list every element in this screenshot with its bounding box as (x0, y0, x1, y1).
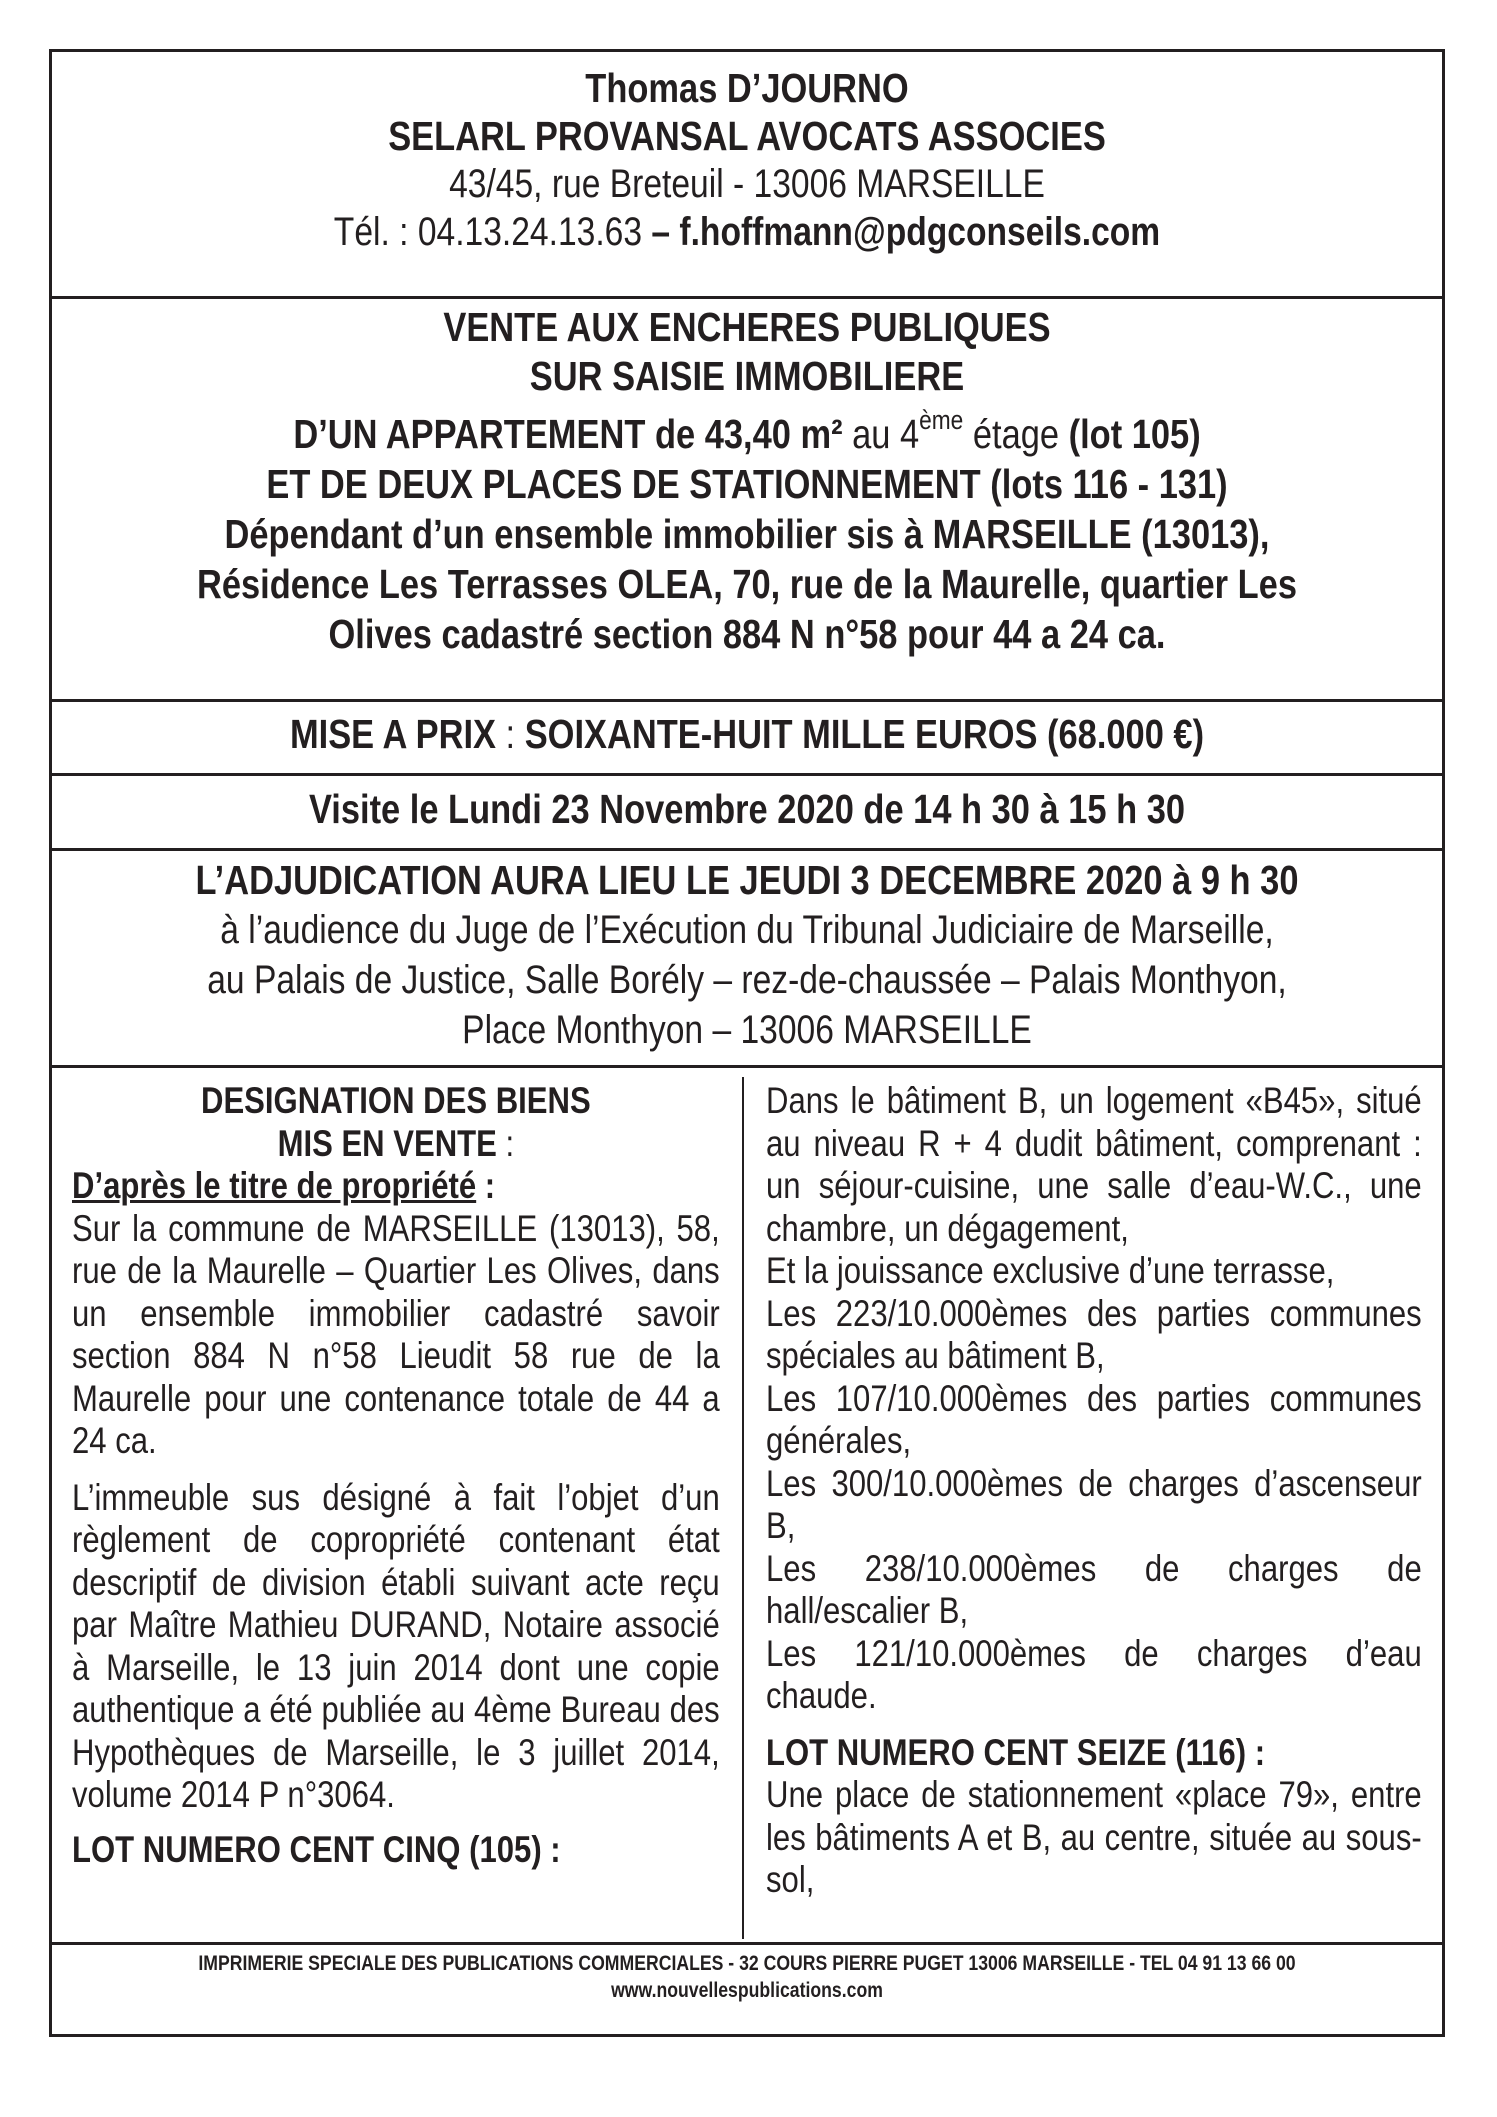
list-item: Les 107/10.000èmes des parties communes générales, (766, 1377, 1422, 1461)
printer-website[interactable]: www.nouvellespublications.com (611, 1979, 883, 2002)
law-firm: SELARL PROVANSAL AVOCATS ASSOCIES (388, 113, 1106, 159)
property-line-1 (163, 405, 1331, 459)
column-separator (742, 1077, 744, 1939)
lot-116-heading: LOT NUMERO CENT SEIZE (116) : (766, 1731, 1266, 1773)
sale-description (163, 303, 1331, 659)
title-deed-subheading (72, 1165, 720, 1208)
floor-suffix: ème (919, 405, 964, 436)
floor-word: étage (963, 411, 1060, 457)
list-item: Les 121/10.000èmes de charges d’eau chaude. (766, 1632, 1422, 1716)
divider (52, 773, 1442, 776)
property-line-4: Résidence Les Terrasses OLEA, 70, rue de la Maurelle, quartier Les (196, 561, 1298, 607)
divider (52, 1065, 1442, 1068)
property-line-3: Dépendant d’un ensemble immobilier sis à MARSEILLE (13013), (224, 511, 1270, 557)
sale-title-1: VENTE AUX ENCHERES PUBLIQUES (443, 304, 1051, 350)
divider (52, 1942, 1442, 1945)
visit-info: Visite le Lundi 23 Novembre 2020 de 14 h 30 à 15 h 30 (308, 786, 1186, 832)
adjudication-line-3: Place Monthyon – 13006 MARSEILLE (462, 1008, 1032, 1052)
divider (52, 848, 1442, 851)
price-label: MISE A PRIX (289, 711, 496, 757)
title-deed-colon: : (476, 1165, 496, 1206)
printer-footer (52, 1950, 1442, 2004)
property-line-5: Olives cadastré section 884 N n°58 pour 44 a 24 ca. (328, 611, 1166, 657)
designation-heading-2-text: MIS EN VENTE (277, 1122, 497, 1164)
designation-paragraph-1: Sur la commune de MARSEILLE (13013), 58, rue de la Maurelle – Quartier Les Olives, dans un ensemble immobilier cadastré savoir section 884 N n°58 Lieudit 58 rue de la Maurelle pour une contenance totale de 44 a 24 ca. (72, 1207, 720, 1461)
title-deed-text: D’après le titre de propriété (72, 1165, 477, 1206)
starting-price (163, 706, 1331, 762)
property-line-2: ET DE DEUX PLACES DE STATIONNEMENT (lots 116 - 131) (266, 461, 1228, 507)
adjudication-info (163, 855, 1331, 1055)
price-value: SOIXANTE-HUIT MILLE EUROS (68.000 €) (524, 711, 1205, 757)
floor-text: au 4 (842, 411, 920, 457)
left-column (72, 1080, 720, 1871)
list-item: Les 223/10.000èmes des parties communes spéciales au bâtiment B, (766, 1292, 1422, 1376)
lot-105-description: Dans le bâtiment B, un logement «B45», situé au niveau R + 4 dudit bâtiment, comprenant : un séjour-cuisine, une salle d’eau-W.C., une chambre, un dégagement, (766, 1080, 1422, 1249)
notice-frame (49, 49, 1445, 2037)
designation-heading-2 (72, 1123, 720, 1166)
phone: Tél. : 04.13.24.13.63 (333, 210, 643, 254)
designation-heading-1: DESIGNATION DES BIENS (201, 1080, 591, 1121)
list-item: Les 300/10.000èmes de charges d’ascenseur B, (766, 1462, 1422, 1546)
divider (52, 699, 1442, 702)
list-item: Et la jouissance exclusive d’une terrasse, (766, 1250, 1335, 1291)
adjudication-heading: L’ADJUDICATION AURA LIEU LE JEUDI 3 DECEMBRE 2020 à 9 h 30 (195, 857, 1299, 903)
lawyer-header (163, 64, 1331, 256)
lot-116-description: Une place de stationnement «place 79», entre les bâtiments A et B, au centre, située au sous-sol, (766, 1774, 1422, 1900)
right-column (766, 1080, 1422, 1902)
adjudication-line-1: à l’audience du Juge de l’Exécution du Tribunal Judiciaire de Marseille, (220, 908, 1274, 952)
sale-title-2: SUR SAISIE IMMOBILIERE (529, 353, 965, 399)
lot-ref: (lot 105) (1059, 411, 1201, 457)
designation-colon: : (496, 1122, 515, 1164)
printer-info: IMPRIMERIE SPECIALE DES PUBLICATIONS COMMERCIALES - 32 COURS PIERRE PUGET 13006 MARSEILLE - TEL 04 91 13 66 00 (198, 1952, 1296, 1975)
designation-paragraph-2: L’immeuble sus désigné à fait l’objet d’un règlement de copropriété contenant état descriptif de division établi suivant acte reçu par Maître Mathieu DURAND, Notaire associé à Marseille, le 13 juin 2014 dont une copie authentique a été publiée au 4ème Bureau des Hypothèques de Marseille, le 3 juillet 2014, volume 2014 P n°3064. (72, 1476, 720, 1815)
divider (52, 296, 1442, 299)
lot-105-heading: LOT NUMERO CENT CINQ (105) : (72, 1828, 561, 1870)
firm-address: 43/45, rue Breteuil - 13006 MARSEILLE (449, 162, 1045, 206)
lawyer-name: Thomas D’JOURNO (585, 65, 909, 111)
list-item: Les 238/10.000èmes de charges de hall/escalier B, (766, 1547, 1422, 1631)
contact-line (163, 208, 1331, 256)
email-separator: – (642, 210, 680, 254)
property-type: D’UN APPARTEMENT de 43,40 m² (293, 411, 843, 457)
adjudication-line-2: au Palais de Justice, Salle Borély – rez-de-chaussée – Palais Monthyon, (207, 958, 1287, 1002)
price-colon: : (495, 711, 525, 757)
email: f.hoffmann@pdgconseils.com (679, 210, 1161, 254)
